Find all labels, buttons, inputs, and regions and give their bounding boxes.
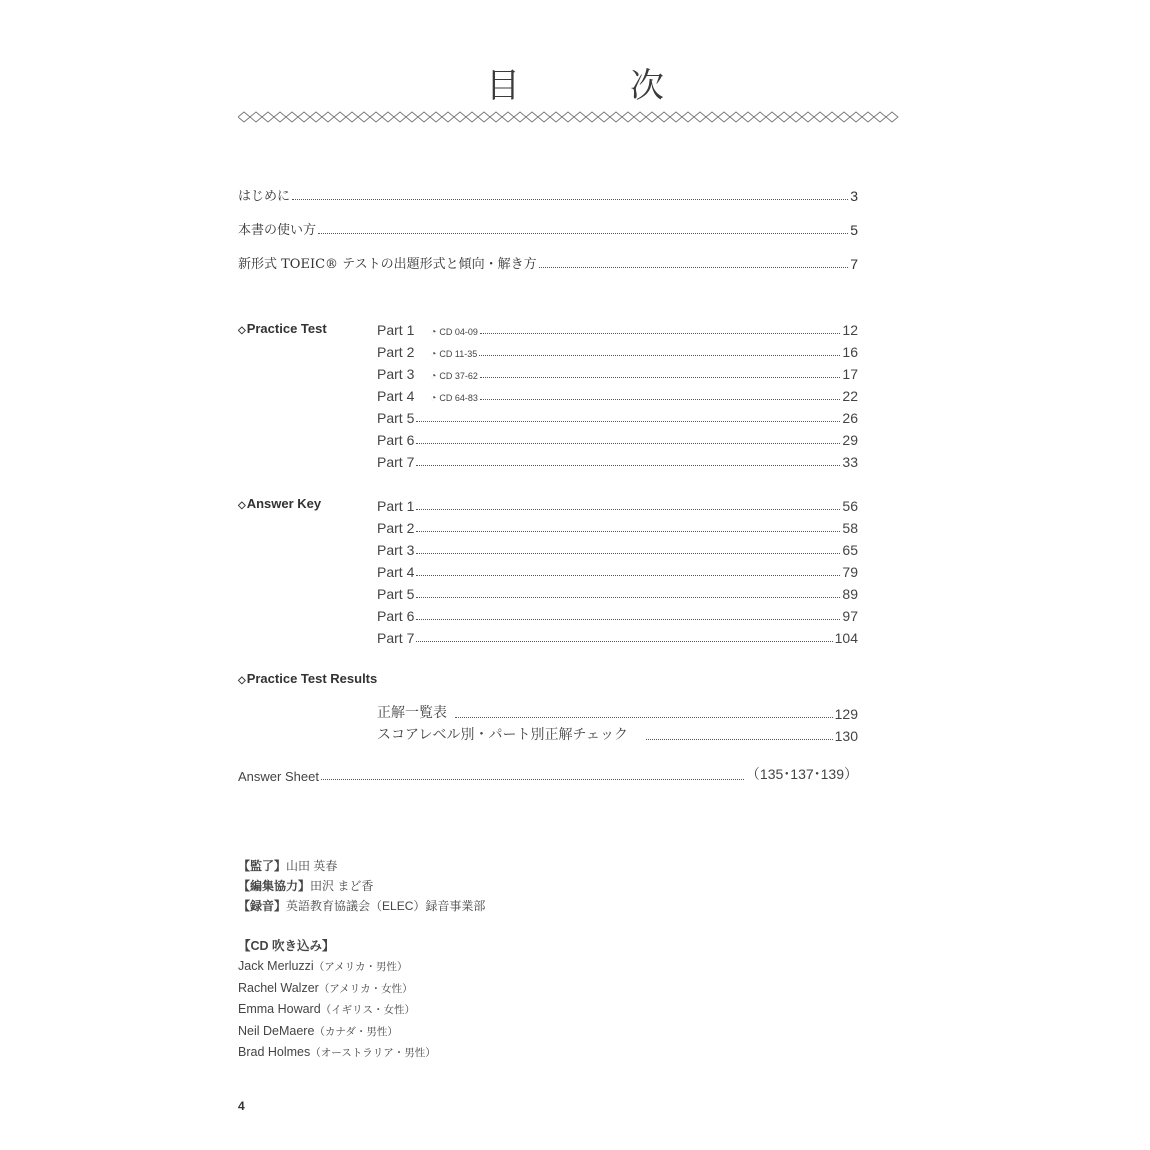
toc-page: 29 [842, 432, 858, 448]
leader-dots [416, 509, 840, 510]
diamond-ornament-shape [838, 112, 850, 122]
leader-dots [479, 355, 840, 356]
leader-dots [416, 421, 840, 422]
leader-dots [646, 739, 833, 740]
leader-dots [480, 399, 840, 400]
diamond-ornament-shape [802, 112, 814, 122]
diamond-ornament-shape [670, 112, 682, 122]
diamond-ornament-shape [370, 112, 382, 122]
toc-row-practice-part5[interactable]: Part 5 26 [377, 410, 858, 426]
diamond-ornament-shape [694, 112, 706, 122]
leader-dots [480, 333, 840, 334]
toc-label: Answer Sheet [238, 769, 319, 784]
narrator-line: Rachel Walzer（アメリカ・女性） [238, 980, 413, 995]
diamond-ornament-shape [238, 112, 250, 122]
toc-row-answer-part2[interactable]: Part 2 58 [377, 520, 858, 536]
leader-dots [480, 377, 840, 378]
cd-recording-block [238, 936, 436, 1063]
section-heading-practice-test: ◇Practice Test [238, 321, 327, 336]
leader-dots [416, 641, 832, 642]
toc-page: 5 [850, 222, 858, 238]
toc-page: （135･137･139） [745, 766, 858, 782]
diamond-ornament-shape [490, 112, 502, 122]
diamond-ornament-shape [286, 112, 298, 122]
diamond-ornament-shape [586, 112, 598, 122]
diamond-ornament-shape [766, 112, 778, 122]
diamond-ornament-shape [382, 112, 394, 122]
cd-recording-heading: 【CD 吹き込み】 [238, 939, 335, 953]
credit-line: 【編集協力】田沢 まど香 [238, 879, 374, 893]
toc-page: 56 [842, 498, 858, 514]
diamond-ornament-shape [778, 112, 790, 122]
leader-dots [416, 553, 840, 554]
toc-page: 17 [842, 366, 858, 382]
toc-page: 26 [842, 410, 858, 426]
diamond-ornament-shape [334, 112, 346, 122]
toc-row-results-1[interactable]: 正解一覧表 129 [377, 704, 858, 722]
leader-dots [416, 597, 840, 598]
toc-page: 58 [842, 520, 858, 536]
diamond-ornament-shape [754, 112, 766, 122]
leader-dots [318, 233, 848, 234]
diamond-ornament-shape [574, 112, 586, 122]
diamond-ornament-shape [250, 112, 262, 122]
diamond-ornament-shape [418, 112, 430, 122]
toc-row-intro-1[interactable] [238, 184, 858, 204]
credit-line: 【録音】英語教育協議会（ELEC）録音事業部 [238, 899, 486, 913]
leader-dots [416, 531, 840, 532]
diamond-ornament-shape [358, 112, 370, 122]
diamond-ornament-shape [742, 112, 754, 122]
diamond-ornament-shape [502, 112, 514, 122]
diamond-ornament-shape [562, 112, 574, 122]
diamond-ornament-shape [538, 112, 550, 122]
toc-page: 7 [850, 256, 858, 272]
leader-dots [455, 717, 833, 718]
cd-disc-icon: ◔ [430, 371, 437, 382]
toc-page: 12 [842, 322, 858, 338]
section-heading-results: ◇Practice Test Results [238, 671, 378, 686]
toc-page: 97 [842, 608, 858, 624]
page-title: 目 次 [486, 66, 702, 106]
toc-row-answer-part1[interactable]: Part 1 56 [377, 498, 858, 514]
toc-row-answer-part7[interactable]: Part 7 104 [377, 630, 858, 646]
diamond-ornament-shape [658, 112, 670, 122]
leader-dots [416, 575, 840, 576]
diamond-ornament-shape [454, 112, 466, 122]
toc-row-practice-part7[interactable]: Part 7 33 [377, 454, 858, 470]
diamond-bullet-icon: ◇ [238, 675, 246, 686]
diamond-bullet-icon: ◇ [238, 500, 246, 511]
diamond-ornament-shape [682, 112, 694, 122]
diamond-ornament-shape [718, 112, 730, 122]
diamond-ornament-shape [274, 112, 286, 122]
diamond-ornament-shape [430, 112, 442, 122]
toc-page: 22 [842, 388, 858, 404]
toc-row-answer-part5[interactable]: Part 5 89 [377, 586, 858, 602]
toc-page: 65 [842, 542, 858, 558]
toc-label: 新形式 TOEIC® テストの出題形式と傾向・解き方 [238, 257, 537, 272]
toc-row-answer-part6[interactable]: Part 6 97 [377, 608, 858, 624]
toc-page: 130 [834, 728, 858, 744]
cd-disc-icon: ◔ [430, 349, 437, 360]
toc-row-practice-part3[interactable]: Part 3 ◔ CD 37-62 17 [377, 366, 858, 382]
narrator-line: Brad Holmes（オーストラリア・男性） [238, 1045, 436, 1060]
leader-dots [321, 779, 744, 780]
leader-dots [416, 443, 840, 444]
diamond-border-ornament [238, 110, 904, 124]
cd-track-ref: ◔ CD 37-62 [430, 371, 478, 382]
diamond-ornament-shape [514, 112, 526, 122]
diamond-ornament-shape [634, 112, 646, 122]
toc-page: 89 [842, 586, 858, 602]
diamond-ornament-shape [526, 112, 538, 122]
diamond-ornament-shape [646, 112, 658, 122]
diamond-ornament-shape [790, 112, 802, 122]
diamond-ornament-shape [622, 112, 634, 122]
diamond-ornament-shape [610, 112, 622, 122]
diamond-ornament-shape [730, 112, 742, 122]
diamond-ornament-shape [262, 112, 274, 122]
diamond-ornament-shape [826, 112, 838, 122]
diamond-ornament-shape [850, 112, 862, 122]
toc-page: 33 [842, 454, 858, 470]
cd-track-ref: ◔ CD 64-83 [430, 393, 478, 404]
diamond-ornament-shape [394, 112, 406, 122]
diamond-ornament-shape [550, 112, 562, 122]
narrator-line: Jack Merluzzi（アメリカ・男性） [238, 959, 408, 974]
section-heading-answer-key: ◇Answer Key [238, 496, 322, 511]
page-number: 4 [238, 1099, 245, 1113]
diamond-bullet-icon: ◇ [238, 325, 246, 336]
diamond-ornament-shape [310, 112, 322, 122]
diamond-ornament-shape [862, 112, 874, 122]
leader-dots [539, 267, 849, 268]
diamond-ornament-shape [322, 112, 334, 122]
diamond-ornament-shape [814, 112, 826, 122]
diamond-ornament-shape [346, 112, 358, 122]
toc-row-results-2[interactable]: スコアレベル別・パート別正解チェック 130 [377, 726, 858, 744]
credit-line: 【監了】山田 英春 [238, 859, 338, 873]
toc-row-intro-3[interactable] [238, 252, 858, 272]
diamond-ornament-shape [298, 112, 310, 122]
cd-disc-icon: ◔ [430, 393, 437, 404]
toc-page: 104 [834, 630, 858, 646]
toc-page: 79 [842, 564, 858, 580]
toc-row-practice-part6[interactable]: Part 6 29 [377, 432, 858, 448]
toc-label: 本書の使い方 [238, 223, 317, 238]
cd-track-ref: ◔ CD 11-35 [430, 349, 478, 360]
toc-row-practice-part4[interactable]: Part 4 ◔ CD 64-83 22 [377, 388, 858, 404]
diamond-ornament-shape [442, 112, 454, 122]
leader-dots [416, 465, 840, 466]
diamond-ornament-shape [466, 112, 478, 122]
toc-page: 16 [842, 344, 858, 360]
cd-track-ref: ◔ CD 04-09 [430, 327, 478, 338]
diamond-ornament-shape [478, 112, 490, 122]
credits-block [238, 856, 485, 916]
diamond-ornament-shape [706, 112, 718, 122]
toc-row-intro-2[interactable] [238, 218, 858, 238]
leader-dots [416, 619, 840, 620]
toc-row-answer-part4[interactable]: Part 4 79 [377, 564, 858, 580]
diamond-ornament-shape [886, 112, 898, 122]
diamond-ornament-shape [874, 112, 886, 122]
toc-label: はじめに [238, 189, 291, 204]
narrator-line: Neil DeMaere（カナダ・男性） [238, 1023, 398, 1038]
narrator-line: Emma Howard（イギリス・女性） [238, 1002, 415, 1017]
leader-dots [292, 199, 848, 200]
toc-row-practice-part2[interactable]: Part 2 ◔ CD 11-35 16 [377, 344, 858, 360]
diamond-ornament-shape [406, 112, 418, 122]
toc-row-practice-part1[interactable]: Part 1 ◔ CD 04-09 12 [377, 322, 858, 338]
toc-row-answer-part3[interactable]: Part 3 65 [377, 542, 858, 558]
toc-row-answer-sheet[interactable] [238, 764, 858, 784]
toc-page: 3 [850, 188, 858, 204]
cd-disc-icon: ◔ [430, 327, 437, 338]
toc-page: 129 [834, 706, 858, 722]
diamond-ornament-shape [598, 112, 610, 122]
